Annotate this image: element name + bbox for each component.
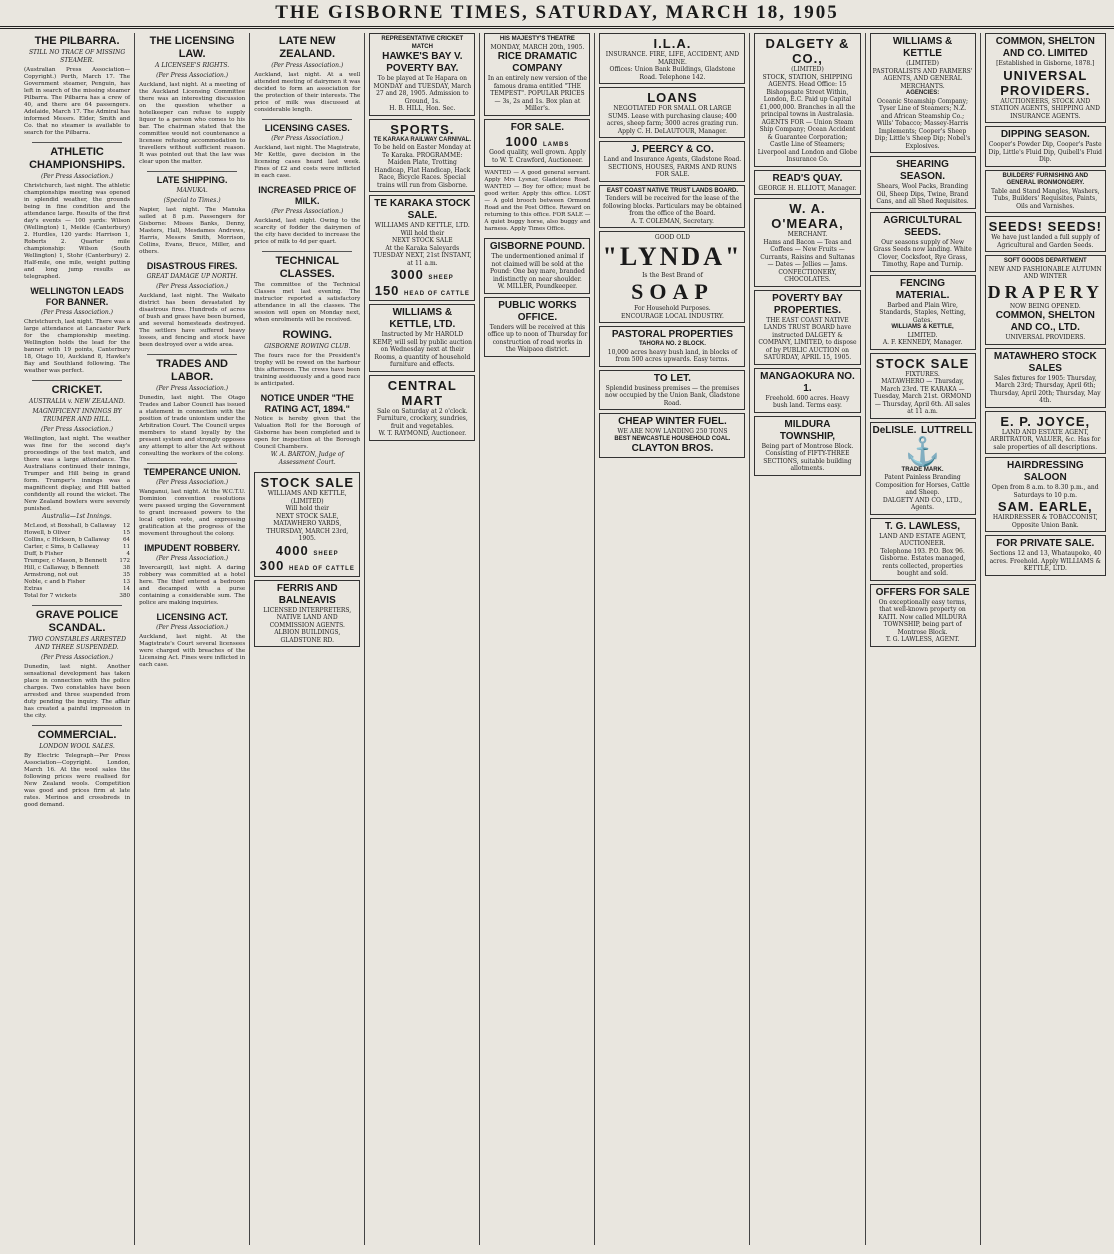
ad-title: WILLIAMS & KETTLE [892,36,953,59]
ad-line: Being part of Montrose Block. Consisting of FIFTY-THREE SECTIONS, suitable building allotments. [761,442,854,472]
ad-dalgety [754,33,860,167]
article-body: The committee of the Technical Classes met last evening. The instructor reported a satisfactory attendance in all the classes. The session will open on Monday next, when enrolments will be received. [254,282,361,323]
ad-gisborne-pound [484,238,590,294]
ad-figure: 3000 SHEEP [390,267,454,282]
ad-line: ENCOURAGE LOCAL INDUSTRY. [621,312,724,320]
ad-title: TE KARAKA STOCK SALE. [374,198,471,221]
ad-title: MANGAOKURA NO. 1. [760,370,855,394]
ad-matawhero-sales [985,348,1106,408]
article-wellington-banner [24,286,130,375]
ad-joyce [985,411,1106,455]
masthead [0,0,1114,29]
column-9 [981,33,1110,1245]
ad-line: MERCHANT. [787,231,828,238]
divider [147,463,237,464]
ad-line: WILLIAMS AND KETTLE, LTD. [374,222,470,229]
ad-line: Barbed and Plain Wire, Standards, Staples, Netting, Gates. [879,301,966,324]
ad-line: To be played at Te Hapara on MONDAY and TUESDAY, March 27 and 28, 1905. Admission to Ground, 1s. [373,75,472,105]
article-subhead: (Per Press Association.) [156,385,229,392]
article-body: Dunedin, last night. The Otago Trades and Labor Council has issued a statement in connection with the position of trade unionism under the Arbitration Court. The Council urges members to stand loyally by the present system and strongly opposes any attempt to alter the Act without consulting the workers of the colony. [139,395,246,457]
column-4 [365,33,480,1245]
article-body: By Electric Telegraph—Per Press Association—Copyright. London, March 16. At the wool sales the following prices were realised for New Zealand wools. Competition was good and prices firm at late rates. Merinos and crossbreds in good demand. [24,753,131,808]
ad-line: [Established in Gisborne, 1878.] [996,60,1095,67]
column-3 [250,33,365,1245]
ad-figure: 300 HEAD OF CATTLE [259,558,355,573]
ad-title: AGENCIES: [905,90,940,96]
ad-line: NEW AND FASHIONABLE AUTUMN AND WINTER [988,265,1102,280]
ad-line: LIMITED. [907,331,938,339]
ad-title: SOFT GOODS DEPARTMENT [1003,258,1087,264]
article-body: Christchurch, last night. The athletic championships meeting was opened in splendid weather, the grounds being in fine condition and the attendance large. Results of the first day's events — 100 yards: Wilson (Wellington) 1, Meikle (Canterbury) 2. Hurdles, 120 yards: Harrison 1, Roberts 2. Quarter mile championship: Wilson (South Wellington) 1, Stohr (Canterbury) 2. Half-mile, one mile, weight putting and long jump results as telegraphed. [24,183,131,280]
article-subhead: (Special to Times.) [163,197,221,204]
columns [20,33,1110,1245]
column-2 [135,33,250,1245]
article-body: The fours race for the President's trophy will be rowed on the harbour this afternoon. The crews have been training assiduously and a good race is anticipated. [254,353,361,387]
ad-line: (LIMITED) [791,66,824,73]
ad-mangaokura [754,368,860,413]
score-row: Howell, b Oliver 15 [24,530,131,536]
ad-lawless [870,518,976,581]
ad-central-mart [369,375,475,441]
ad-title: POVERTY BAY PROPERTIES. [772,292,843,316]
ad-pastoral-properties [599,326,745,367]
score-title: Australia—1st Innings. [42,513,112,520]
ad-line: MONDAY, MARCH 20th, 1905. [490,43,585,51]
ad-line: TRADE MARK. [901,466,944,473]
ad-title: W. A. O'MEARA, [771,201,844,231]
score-row: Carter, c Sims, b Callaway 11 [24,544,131,550]
anchor-icon: ⚓ [905,434,940,468]
ad-line: In an entirely new version of the famous drama entitled "THE TEMPEST". POPULAR PRICES — 3s, 2s and 1s. Box plan at Miller's. [487,75,587,112]
ad-ila [599,33,745,84]
ad-line: TUESDAY NEXT, 21st INSTANT, at 11 a.m. [373,252,472,267]
article-subhead: STILL NO TRACE OF MISSING STEAMER. [28,49,126,64]
ad-peercy [599,141,745,182]
ad-figure: 150 HEAD OF CATTLE [374,282,470,298]
ad-product-name: SOAP [631,279,714,304]
ad-mildura [754,416,860,476]
ad-signature: H. B. HILL, Hon. Sec. [389,105,456,112]
ad-title: COMMON, SHELTON AND CO., LTD. [995,310,1095,333]
column-5 [480,33,595,1245]
ad-title-row: DeLISLE. LUTTRELL [872,424,973,436]
ad-line: (LIMITED) [906,60,939,67]
ad-title: LOANS [647,90,698,105]
article-body: Notice is hereby given that the Valuation Roll for the Borough of Gisborne has been completed and is open for inspection at the Borough Council Chambers. [254,416,361,450]
article-licensing-act [139,612,245,669]
ad-line: STOCK, STATION, SHIPPING AGENTS. Head Office: 15 Bishopsgate Street Within, London, E.C. Paid up Capital £1,000,000. Branches in all the principal towns in Australasia. [759,73,856,118]
ad-line: Open from 8 a.m. to 8.30 p.m., and Saturdays to 10 p.m. [991,484,1099,499]
ad-title: FOR SALE. [510,121,565,133]
article-headline: COMMERCIAL. [37,729,117,741]
article-headline: ATHLETIC CHAMPIONSHIPS. [29,146,126,171]
ad-williams-kettle [870,33,976,153]
column-8 [866,33,981,1245]
score-row: Noble, c and b Fisher 13 [24,579,131,585]
ad-line: Our seasons supply of New Grass Seeds now landing. White Clover, Cocksfoot, Rye Grass, Timothy, Rape and Turnip. [873,238,972,268]
article-subhead: (Per Press Association.) [156,479,229,486]
ad-title: E. P. JOYCE, [1000,413,1091,429]
ad-signature: A. T. COLEMAN, Secretary. [630,217,714,225]
notice-rating-act [254,393,360,467]
article-temperance [139,467,245,538]
article-body: Invercargill, last night. A daring robbery was committed at a hotel here. The thief entered a bedroom and decamped with a purse containing a considerable sum. The police are making inquiries. [139,565,246,606]
article-body: Auckland, last night. At a well attended meeting of dairymen it was decided to form an association for the protection of their interests. The price of milk was discussed at considerable length. [254,72,361,113]
ad-line: GOOD OLD [654,234,690,241]
ad-for-sale-lambs [484,119,590,168]
article-subhead: (Per Press Association.) [271,208,344,215]
divider [147,354,237,355]
ad-line: NEXT STOCK SALE [392,237,453,244]
article-subhead: GREAT DAMAGE UP NORTH. [146,273,238,280]
ad-line: NOW BEING OPENED. [1009,302,1081,310]
ad-line: Good quality, well grown. Apply to W. T. Crawford, Auctioneer. [489,149,586,164]
article-headline: ROWING. [282,329,332,341]
ad-title: DIPPING SEASON. [1000,129,1090,140]
article-headline: GRAVE POLICE SCANDAL. [35,609,119,634]
ad-title: SHEARING SEASON. [896,159,949,182]
ad-his-majestys-theatre [484,33,590,116]
ad-offers-for-sale [870,584,976,647]
ad-line: Freehold. 600 acres. Heavy bush land. Terms easy. [765,394,850,409]
ad-delisle-luttrell [870,422,976,515]
column-7 [750,33,865,1245]
ad-title: TO LET. [653,372,691,384]
divider [147,171,237,172]
article-headline: TRADES AND LABOR. [156,358,228,383]
ad-line: Sale on Saturday at 2 o'clock. Furniture, crockery, sundries, fruit and vegetables. [376,407,468,430]
article-headline: THE LICENSING LAW. [149,35,235,60]
article-body: Auckland, last night. At the Magistrate's Court several licensees were charged with breaches of the Licensing Act. Fines were inflicted in each case. [139,634,246,668]
article-body: Auckland, last night. Owing to the scarcity of fodder the dairymen of the city have decided to increase the price of milk to 4d per quart. [254,218,361,245]
ad-title: PASTORAL PROPERTIES [611,329,733,340]
ad-title: WILLIAMS & KETTLE, LTD. [389,307,456,330]
ad-ferris-balneavis [254,580,360,648]
ad-line: MATAWHERO YARDS, [273,520,342,527]
article-body: Auckland, last night. The Magistrate, Mr Kettle, gave decision in the licensing cases heard last week. Fines of £2 and costs were inflicted in each case. [254,145,361,179]
ad-reads-quay [754,170,860,196]
ad-line: Shears, Wool Packs, Branding Oil, Sheep Dips, Twine, Brand Cans, and all Shed Requisites. [876,183,969,205]
score-row: Collins, c Hickson, b Callaway 64 [24,537,131,543]
article-headline: LICENSING CASES. [264,123,350,133]
ad-line: To be held on Easter Monday at Te Karaka. PROGRAMME: Maiden Plate, Trotting Handicap, Flat Handicap, Hack Race, Bicycle Races. Special trains will run from Gisborne. [373,144,471,189]
ad-title: HAWKE'S BAY V. POVERTY BAY. [382,51,463,74]
score-total: Total for 7 wickets 380 [24,593,131,599]
ad-title: EAST COAST NATIVE TRUST LANDS BOARD. [606,187,739,194]
article-subhead: (Per Press Association.) [41,426,114,433]
divider [32,725,122,726]
ad-poverty-bay-properties [754,290,860,365]
ad-line: AUCTIONEERS, STOCK AND STATION AGENTS, SHIPPING AND INSURANCE AGENTS. [990,97,1100,120]
ad-line: At the Karaka Saleyards [385,244,460,252]
ad-title: SAM. EARLE, [997,499,1093,514]
ad-line: On exceptionally easy terms, that well-known property on KAITI. Now called MILDURA TOWNSHIP, being part of Montrose Block. [878,598,967,636]
article-late-nz [254,35,360,114]
ad-title: AGRICULTURAL SEEDS. [883,214,962,238]
ad-line: We have just landed a full supply of Agricultural and Garden Seeds. [991,234,1100,249]
score-row: Duff, b Fisher 4 [24,551,131,557]
article-licensing-cases [254,123,360,180]
ad-signature: GEORGE H. ELLIOTT, Manager. [758,184,857,192]
article-body: Wanganui, last night. At the W.C.T.U. Dominion convention resolutions were passed urging the Government to grant increased powers to the local option vote, and expressing gratification at the progress of the movement throughout the colony. [139,489,246,537]
ad-signature: CLAYTON BROS. [631,443,714,454]
divider [32,380,122,381]
ad-line: Is the Best Brand of [642,271,703,279]
ad-title: GISBORNE POUND. [489,241,585,252]
ad-title: HIS MAJESTY'S THEATRE [499,36,575,42]
article-commercial [24,729,130,809]
article-subhead: GISBORNE ROWING CLUB. [264,343,351,350]
article-subhead: (Per Press Association.) [41,309,114,316]
article-headline: THE PILBARRA. [34,35,120,47]
article-milk [254,185,360,246]
article-headline: LATE SHIPPING. [156,175,228,185]
ad-title: WILLIAMS & KETTLE, [891,324,954,330]
ad-line: Instructed by Mr HAROLD KEMP, will sell by public auction on Wednesday next at their Rooms, a quantity of household furniture and effects. [372,331,472,368]
ad-signature: A. F. KENNEDY, Manager. [882,339,963,346]
ad-title: OFFERS FOR SALE [875,586,970,598]
ad-line: BEST NEWCASTLE HOUSEHOLD COAL. [614,435,731,442]
score-row: Hill, c Callaway, b Bennett 38 [24,565,131,571]
article-subhead: MANUKA. [176,187,208,194]
ad-line: 10,000 acres heavy bush land, in blocks of from 500 acres upwards. Easy terms. [607,348,738,363]
ad-line: LAND AND ESTATE AGENT, ARBITRATOR, VALUER, &c. Has for sale properties of all descriptions. [990,428,1101,451]
article-fires [139,261,245,349]
ad-fencing [870,275,976,350]
column-1 [20,33,135,1245]
ad-line: THE EAST COAST NATIVE LANDS TRUST BOARD have instructed DALGETY & COMPANY, LIMITED, to dispose of by PUBLIC AUCTION on SATURDAY, APRIL 15, 1905. [758,316,857,361]
ad-title: MILDURA TOWNSHIP, [779,418,836,442]
ad-line: LICENSED INTERPRETERS, [263,606,352,614]
ad-stock-sale [254,472,360,577]
ad-headline-drapery: DRAPERY [987,281,1103,302]
ad-line: THURSDAY, MARCH 23rd, 1905. [266,527,349,542]
ad-line: Table and Stand Mangles, Washers, Tubs, Builders' Requisites, Paints, Oils and Varnishes. [990,187,1100,210]
article-late-shipping [139,175,245,256]
ad-omeara [754,198,860,287]
ad-signature: W. T. RAYMOND, Auctioneer. [378,430,467,437]
article-body: Christchurch, last night. There was a large attendance at Lancaster Park for the championship meeting. Wellington holds the lead for the banner with 19 points, Canterbury 18, Otago 10, Auckland 8, Hawke's Bay and Southland following. The weather was perfect. [24,319,131,374]
score-row: McLeod, st Boxshall, b Callaway 12 [24,523,131,529]
article-headline: TEMPERANCE UNION. [143,467,241,477]
ad-native-trust [599,185,745,229]
ad-line: PASTORALISTS AND FARMERS' AGENTS, AND GENERAL MERCHANTS. [872,67,973,90]
ad-line: Patent Painless Branding Composition for Horses, Cattle and Sheep. [875,474,970,496]
article-subhead: MAGNIFICENT INNINGS BY TRUMPER AND HILL. [32,408,122,423]
article-body: Dunedin, last night. Another sensational development has taken place in connection with the police charges. Two constables have been arrested and three suspended from duty pending the inquiry. The affair has created a painful impression in the city. [24,664,131,719]
ad-signature: W. MILLER, Poundkeeper. [497,283,578,290]
score-row: Trumper, c Mason, b Bennett 172 [24,558,131,564]
ad-brand-name: "LYNDA" [602,241,743,271]
article-body: (Australian Press Association—Copyright.) Perth, March 17. The Government steamer, Penguin, has left in search of the missing steamer Pilbarra. The Pilbarra has a crew of 40, and there are 64 passengers. Adelaide, March 17. The Admiral has informed Messrs. Elder, Smith and Co. that no steamer is available to search for the Pilbarra. [24,67,131,136]
ad-line: UNIVERSAL PROVIDERS. [1005,334,1086,341]
divider [32,605,122,606]
column-6 [595,33,750,1245]
ad-title: FERRIS AND BALNEAVIS [276,582,338,606]
ad-public-works [484,297,590,357]
article-subhead: LONDON WOOL SALES. [39,743,115,750]
score-row: Extras 14 [24,586,131,592]
ad-title: COMMON, SHELTON AND CO. LIMITED [995,36,1095,59]
ad-title: J. PEERCY & CO. [631,144,714,155]
ad-soft-goods [985,255,1106,345]
article-subhead: A LICENSEE'S RIGHTS. [155,62,230,69]
ad-title: BUILDERS' FURNISHING AND GENERAL IRONMONGERY. [1002,172,1089,186]
article-trades-labor [139,358,245,458]
divider [32,142,122,143]
ad-title: RICE DRAMATIC COMPANY [497,51,578,74]
article-subhead: (Per Press Association.) [156,283,229,290]
article-subhead: (Per Press Association.) [41,173,114,180]
ad-title: READ'S QUAY. [772,172,843,184]
article-body: Napier, last night. The Manuka sailed at 8 p.m. Passengers for Gisborne: Misses Banks, Denny, Masters, Hall, Mesdames Andrews, Harris, Messrs Smith, Morrison, Collins, Evans, Bruce, Miller, and others. [139,207,246,255]
article-headline: LICENSING ACT. [156,612,228,622]
divider [262,251,352,252]
ad-line: MATAWHERO — Thursday, March 23rd. TE KARAKA — Tuesday, March 21st. ORMOND — Thursday, April 6th. All sales at 11 a.m. [873,378,972,415]
ad-hairdressing [985,457,1106,532]
ad-signature: DALGETY AND CO., LTD., Agents. [882,496,963,511]
ad-dipping [985,126,1106,167]
article-headline: WELLINGTON LEADS FOR BANNER. [30,286,124,307]
article-headline: TECHNICAL CLASSES. [275,255,340,280]
ad-signature: T. G. LAWLESS, AGENT. [885,636,960,643]
ad-williams-kettle-furniture [369,304,475,372]
ad-line: Land and Insurance Agents, Gladstone Road. SECTIONS, HOUSES, FARMS AND RUNS FOR SALE. [603,156,742,178]
ad-line: AGENTS FOR — Union Steam Ship Company; Ocean Accident & Guarantee Corporation; Castle Line of Steamers; Liverpool and London and Globe Insurance Co. [757,118,858,163]
article-police-scandal [24,609,130,720]
ad-title: UNIVERSAL PROVIDERS. [1000,67,1091,98]
article-licensing-law [139,35,245,166]
article-subhead: (Per Press Association.) [156,624,229,631]
ad-title: CENTRAL MART [387,377,457,408]
ad-line: WILLIAMS AND KETTLE, (LIMITED) [267,490,347,505]
ad-line: INSURANCE. FIRE, LIFE, ACCIDENT, AND MARINE. [605,51,740,66]
article-body: Wellington, last night. The weather was fine for the second day's proceedings of the test match, and there was a large attendance. The Australians continued their innings, Trumper and Hill being in grand form. Trumper's innings was a magnificent display, and Hill batted confidently all round the wicket. The New Zealand bowlers were severely punished. [24,436,131,512]
ad-stock-sale-fixtures [870,353,976,419]
article-headline: DISASTROUS FIRES. [146,261,238,271]
ad-title: T. G. LAWLESS, [885,520,961,532]
article-rowing [254,329,360,388]
article-subhead: (Per Press Association.) [156,555,229,562]
ad-common-shelton [985,33,1106,123]
article-subhead: (Per Press Association.) [156,72,229,79]
ad-seeds [985,216,1106,252]
ad-lynda-soap [599,231,745,323]
ad-line: The undermentioned animal if not claimed will be sold at the Pound: One bay mare, branded indistinctly on near shoulder. [490,253,585,283]
article-athletic [24,146,130,281]
ad-figure: 4000 SHEEP [275,542,339,558]
ad-line: Sales fixtures for 1905: Thursday, March 23rd; Thursday, April 6th; Thursday, April 20th; Thursday, May 4th. [989,374,1101,404]
ad-line: WE ARE NOW LANDING 250 TONS [617,428,728,435]
ad-private-sale [985,535,1106,576]
article-body: Auckland, last night. The Waikato district has been devastated by disastrous fires. Hundreds of acres of bush and grass have been burned, and several homesteads destroyed. The settlers have suffered heavy losses, and fencing and stock have been destroyed over a wide area. [139,293,246,348]
ad-title: MATAWHERO STOCK SALES [993,350,1097,374]
article-headline: LATE NEW ZEALAND. [278,35,336,60]
ad-title: TE KARAKA RAILWAY CARNIVAL. [373,136,471,143]
ad-title: PUBLIC WORKS OFFICE. [498,299,577,323]
ad-ironmongery [985,170,1106,214]
article-technical [254,255,360,324]
ad-title: CHEAP WINTER FUEL. [618,416,727,427]
ad-sports [369,119,475,193]
ad-title: TAHORA NO. 2 BLOCK. [638,341,706,347]
ad-line: Splendid business premises — the premises now occupied by the Union Bank, Gladstone Road. [605,384,740,407]
ad-line: NATIVE LAND AND COMMISSION AGENTS. [269,614,345,629]
ad-line: Cooper's Powder Dip, Cooper's Paste Dip, Little's Fluid Dip, Quibell's Fluid Dip. [988,141,1103,163]
ad-line: Oceanic Steamship Company; Tyser Line of Steamers; N.Z. and African Steamship Co.; Wills' Tobacco; Massey-Harris Implements; Cooper's Sheep Dip; Little's Sheep Dip; Nobel's Explosives. [874,97,971,150]
ad-title: FENCING MATERIAL. [895,277,950,301]
scorecard [24,523,130,600]
ad-line: HAIRDRESSER & TOBACCONIST, Opposite Union Bank. [992,514,1098,529]
ad-title: SPORTS. [390,121,455,137]
article-subhead: (Per Press Association.) [271,135,344,142]
article-pilbarra [24,35,130,137]
classifieds-body: WANTED — A good general servant. Apply Mrs Lysnar, Gladstone Road. WANTED — Boy for office; must be good writer. Apply this office. LOST — A gold brooch between Ormond Road and the Post Office. Reward on returning to this office. FOR SALE — A quiet buggy horse, also buggy and harness. Apply Times Office. [484,170,591,232]
article-subhead: AUSTRALIA v. NEW ZEALAND. [28,398,126,405]
ad-line: Telephone 193. P.O. Box 96. Gisborne. Estates managed, rents collected, properties bought and sold. [879,547,966,577]
classifieds [484,170,590,233]
article-subhead: (Per Press Association.) [271,62,344,69]
ad-winter-fuel [599,413,745,458]
ad-line: Will hold their [285,505,329,512]
ad-title: DALGETY & CO., [765,36,850,66]
article-robbery [139,543,245,607]
score-row: Armstrong, not out 35 [24,572,131,578]
ad-line: NEXT STOCK SALE, [275,512,339,520]
ad-line: Sections 12 and 13, Whataupoko, 40 acres. Freehold. Apply WILLIAMS & KETTLE, LTD. [989,550,1102,572]
ad-to-let [599,370,745,411]
ad-te-karaka-stock-sale [369,195,475,301]
article-body: Auckland, last night. At a meeting of the Auckland Licensing Committee there was an interesting discussion on the question whether a hotelkeeper can refuse to supply liquor to a person who comes to his bar. The chairman stated that the committee would not countenance a licensee refusing accommodation to travellers without sufficient reason. It was pointed out that the law was clear upon the matter. [139,82,246,165]
article-cricket [24,384,130,600]
ad-title: HAIRDRESSING SALOON [1006,460,1084,483]
article-headline: CRICKET. [51,384,103,396]
ad-line: Will hold their [400,229,445,237]
ad-title: SEEDS! SEEDS! [988,219,1102,234]
divider [262,119,352,120]
article-subhead: TWO CONSTABLES ARRESTED AND THREE SUSPENDED. [28,636,126,651]
ad-line: Tenders will be received for the lease of the following blocks. Particulars may be obtained from the office of the Board. [603,195,742,217]
article-headline: NOTICE UNDER "THE RATING ACT, 1894." [260,393,354,414]
ad-shearing [870,156,976,209]
ad-line: NEGOTIATED FOR SMALL OR LARGE SUMS. Lease with purchasing clause; 400 acres, sheep farm; 3000 acres grazing run. Apply C. H. DeLAUTOUR, Manager. [606,105,739,135]
ad-title: REPRESENTATIVE CRICKET MATCH [381,36,464,50]
ad-title: I.L.A. [653,36,692,51]
ad-line: For Household Purposes. [634,305,711,312]
ad-loans [599,87,745,138]
ad-cricket-match [369,33,475,116]
article-headline: IMPUDENT ROBBERY. [144,543,240,553]
ad-line: FIXTURES. [905,370,940,378]
ad-line: Hams and Bacon — Teas and Coffees — New Fruits — Currants, Raisins and Sultanas — Dates — Jellies — Jams. CONFECTIONERY, CHOCOLATES. [760,238,855,283]
notice-signature: W. A. BARTON, Judge of Assessment Court. [270,451,344,466]
article-subhead: (Per Press Association.) [41,654,114,661]
ad-line: LAND AND ESTATE AGENT, AUCTIONEER. [879,532,966,547]
article-headline: INCREASED PRICE OF MILK. [258,185,357,206]
ad-line: Tenders will be received at this office up to noon of Thursday for construction of road works in the Waipaoa district. [487,323,588,353]
ad-title: STOCK SALE [875,355,970,371]
ad-line: ALBION BUILDINGS, GLADSTONE RD. [274,629,341,644]
ad-title: STOCK SALE [260,475,355,490]
ad-agri-seeds [870,212,976,272]
ad-figure: 1000 LAMBS [505,133,570,149]
masthead-title: THE GISBORNE TIMES, SATURDAY, MARCH 18, 1905 [275,2,839,23]
ad-line: Offices: Union Bank Buildings, Gladstone Road. Telephone 142. [609,66,736,81]
ad-title: FOR PRIVATE SALE. [996,538,1095,549]
